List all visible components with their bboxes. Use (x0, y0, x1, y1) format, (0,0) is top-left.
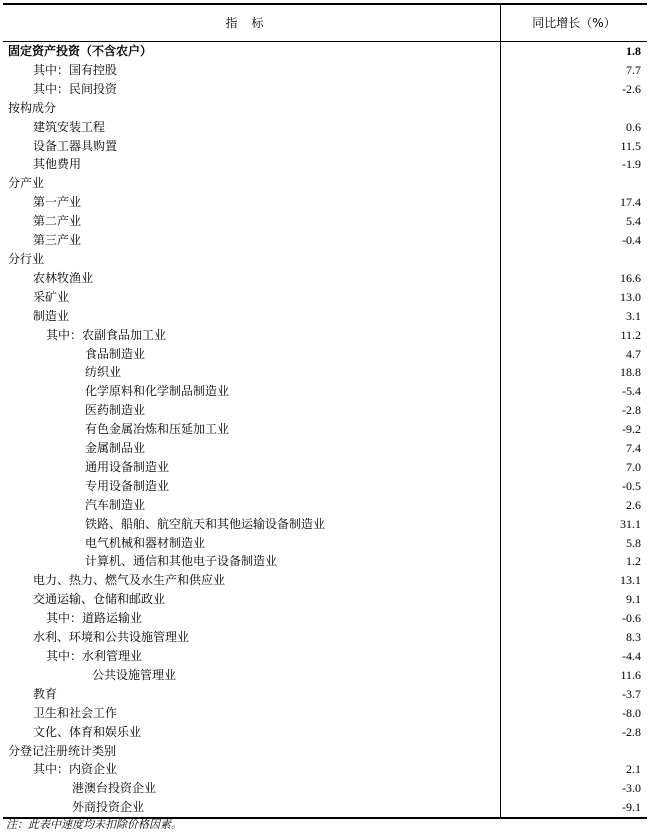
row-value: 16.6 (620, 270, 641, 285)
row-value: -3.0 (622, 781, 641, 796)
table-row (3, 155, 647, 174)
row-value: -2.6 (622, 81, 641, 96)
column-divider (500, 628, 501, 647)
row-value: -8.0 (622, 705, 641, 720)
table-row (3, 42, 647, 61)
row-label: 化学原料和化学制品制造业 (85, 384, 230, 399)
row-value: -9.1 (622, 800, 641, 815)
table-row (3, 496, 647, 515)
table-row (3, 628, 647, 647)
row-value: 13.0 (620, 289, 641, 304)
table-row (3, 704, 647, 723)
table-row (3, 647, 647, 666)
column-divider (500, 269, 501, 288)
row-value: 2.6 (626, 497, 641, 512)
row-label: 铁路、船舶、航空航天和其他运输设备制造业 (85, 516, 326, 531)
row-label: 第一产业 (33, 195, 82, 210)
table-row (3, 137, 647, 156)
row-label: 其中：农副食品加工业 (46, 327, 167, 342)
table-row (3, 666, 647, 685)
column-divider (500, 496, 501, 515)
row-value: 7.0 (626, 459, 641, 474)
row-label: 教育 (33, 686, 58, 701)
column-divider (500, 155, 501, 174)
row-value: -2.8 (622, 724, 641, 739)
row-label: 卫生和社会工作 (33, 705, 118, 720)
row-label: 固定资产投资（不含农户） (8, 44, 153, 58)
row-value: 1.8 (626, 44, 641, 58)
row-label: 按构成分 (8, 100, 57, 115)
column-divider (500, 363, 501, 382)
row-value: 11.6 (620, 667, 641, 682)
table-row (3, 609, 647, 628)
table-row (3, 760, 647, 779)
table-body (3, 42, 647, 819)
table-row (3, 193, 647, 212)
row-label: 交通运输、仓储和邮政业 (33, 592, 166, 607)
column-divider (500, 477, 501, 496)
table-row (3, 345, 647, 364)
row-label: 外商投资企业 (72, 800, 145, 815)
column-divider (500, 723, 501, 742)
row-value: 5.8 (626, 535, 641, 550)
row-value: -2.8 (622, 403, 641, 418)
column-divider (500, 534, 501, 553)
row-label: 其中：内资企业 (33, 762, 118, 777)
row-label: 分行业 (8, 251, 45, 266)
column-divider (500, 742, 501, 761)
column-divider (500, 798, 501, 817)
row-value: 8.3 (626, 630, 641, 645)
row-label: 通用设备制造业 (85, 459, 170, 474)
row-value: -5.4 (622, 384, 641, 399)
column-divider (500, 401, 501, 420)
row-value: -3.7 (622, 686, 641, 701)
row-value: -0.6 (622, 611, 641, 626)
table-row (3, 269, 647, 288)
row-label: 计算机、通信和其他电子设备制造业 (85, 554, 278, 569)
column-divider (500, 439, 501, 458)
row-value: -4.4 (622, 649, 641, 663)
row-label: 专用设备制造业 (85, 478, 170, 493)
row-label: 有色金属冶炼和压延加工业 (85, 422, 230, 437)
table-row (3, 458, 647, 477)
row-label: 设备工器具购置 (33, 138, 118, 153)
table-row (3, 420, 647, 439)
row-value: -9.2 (622, 422, 641, 437)
header-indicator: 指标 (225, 16, 278, 30)
table-row (3, 326, 647, 345)
row-value: 11.2 (620, 327, 641, 342)
row-label: 第三产业 (33, 233, 82, 248)
column-divider (500, 80, 501, 99)
table-row (3, 382, 647, 401)
table-row (3, 685, 647, 704)
row-label: 第二产业 (33, 214, 82, 229)
table-row (3, 288, 647, 307)
table-row (3, 61, 647, 80)
column-divider (500, 515, 501, 534)
row-label: 采矿业 (33, 289, 70, 304)
column-divider (500, 685, 501, 704)
row-value: -0.5 (622, 478, 641, 493)
row-label: 医药制造业 (85, 403, 146, 418)
column-divider (500, 99, 501, 118)
column-divider (500, 212, 501, 231)
row-value: 1.2 (626, 554, 641, 569)
row-value: -0.4 (622, 233, 641, 248)
row-value: 5.4 (626, 214, 641, 229)
row-value: 3.1 (626, 308, 641, 323)
column-divider (500, 590, 501, 609)
row-label: 电气机械和器材制造业 (85, 535, 206, 550)
table-row (3, 779, 647, 798)
row-value: 17.4 (620, 195, 641, 210)
column-divider (500, 666, 501, 685)
table-row (3, 99, 647, 118)
table-row (3, 250, 647, 269)
row-value: 7.7 (626, 62, 641, 77)
table-footnote: 注：此表中速度均未扣除价格因素。 (6, 818, 182, 831)
column-divider (500, 174, 501, 193)
row-label: 纺织业 (85, 365, 122, 380)
column-divider (500, 118, 501, 137)
row-value: 4.7 (626, 346, 641, 361)
row-label: 港澳台投资企业 (72, 781, 157, 796)
column-divider (500, 760, 501, 779)
table-row (3, 401, 647, 420)
table-row (3, 174, 647, 193)
table-row (3, 590, 647, 609)
column-divider (500, 609, 501, 628)
table-row (3, 534, 647, 553)
row-label: 文化、体育和娱乐业 (33, 724, 142, 739)
statistics-table (3, 3, 647, 819)
row-label: 金属制品业 (85, 441, 146, 456)
column-divider (500, 382, 501, 401)
column-divider (500, 704, 501, 723)
row-label: 水利、环境和公共设施管理业 (33, 630, 190, 645)
row-value: -1.9 (622, 157, 641, 172)
column-divider (500, 552, 501, 571)
table-row (3, 552, 647, 571)
column-divider (500, 420, 501, 439)
table-row (3, 363, 647, 382)
row-value: 18.8 (620, 365, 641, 380)
table-row (3, 80, 647, 99)
table-row (3, 212, 647, 231)
column-divider (500, 42, 501, 61)
row-label: 制造业 (33, 308, 70, 323)
row-value: 2.1 (626, 762, 641, 777)
header-yoy-growth: 同比增长（%） (500, 5, 647, 41)
column-divider (500, 345, 501, 364)
table-row (3, 571, 647, 590)
row-value: 0.6 (626, 119, 641, 134)
column-divider (500, 647, 501, 666)
row-label: 汽车制造业 (85, 497, 146, 512)
column-divider (500, 307, 501, 326)
table-row (3, 307, 647, 326)
table-row (3, 798, 647, 817)
row-value: 11.5 (620, 138, 641, 153)
row-label: 分登记注册统计类别 (8, 743, 117, 758)
row-value: 7.4 (626, 441, 641, 456)
table-row (3, 742, 647, 761)
table-row (3, 515, 647, 534)
column-divider (500, 288, 501, 307)
row-label: 食品制造业 (85, 346, 146, 361)
row-label: 其中：国有控股 (33, 62, 118, 77)
row-value: 13.1 (620, 573, 641, 588)
table-row (3, 118, 647, 137)
row-label: 其他费用 (33, 157, 82, 172)
column-divider (500, 137, 501, 156)
column-divider (500, 250, 501, 269)
row-label: 其中：道路运输业 (46, 611, 143, 626)
table-row (3, 477, 647, 496)
row-label: 其中：水利管理业 (46, 649, 143, 663)
table-row (3, 723, 647, 742)
table-row (3, 439, 647, 458)
column-divider (500, 231, 501, 250)
table-header (3, 3, 647, 42)
column-divider (500, 61, 501, 80)
row-label: 建筑安装工程 (33, 119, 106, 134)
row-label: 分产业 (8, 176, 45, 191)
row-value: 9.1 (626, 592, 641, 607)
row-label: 电力、热力、燃气及水生产和供应业 (33, 573, 226, 588)
table-row (3, 231, 647, 250)
column-divider (500, 571, 501, 590)
row-value: 31.1 (620, 516, 641, 531)
column-divider (500, 193, 501, 212)
row-label: 农林牧渔业 (33, 270, 94, 285)
column-divider (500, 326, 501, 345)
row-label: 其中：民间投资 (33, 81, 118, 96)
row-label: 公共设施管理业 (92, 667, 177, 682)
column-divider (500, 779, 501, 798)
column-divider (500, 458, 501, 477)
